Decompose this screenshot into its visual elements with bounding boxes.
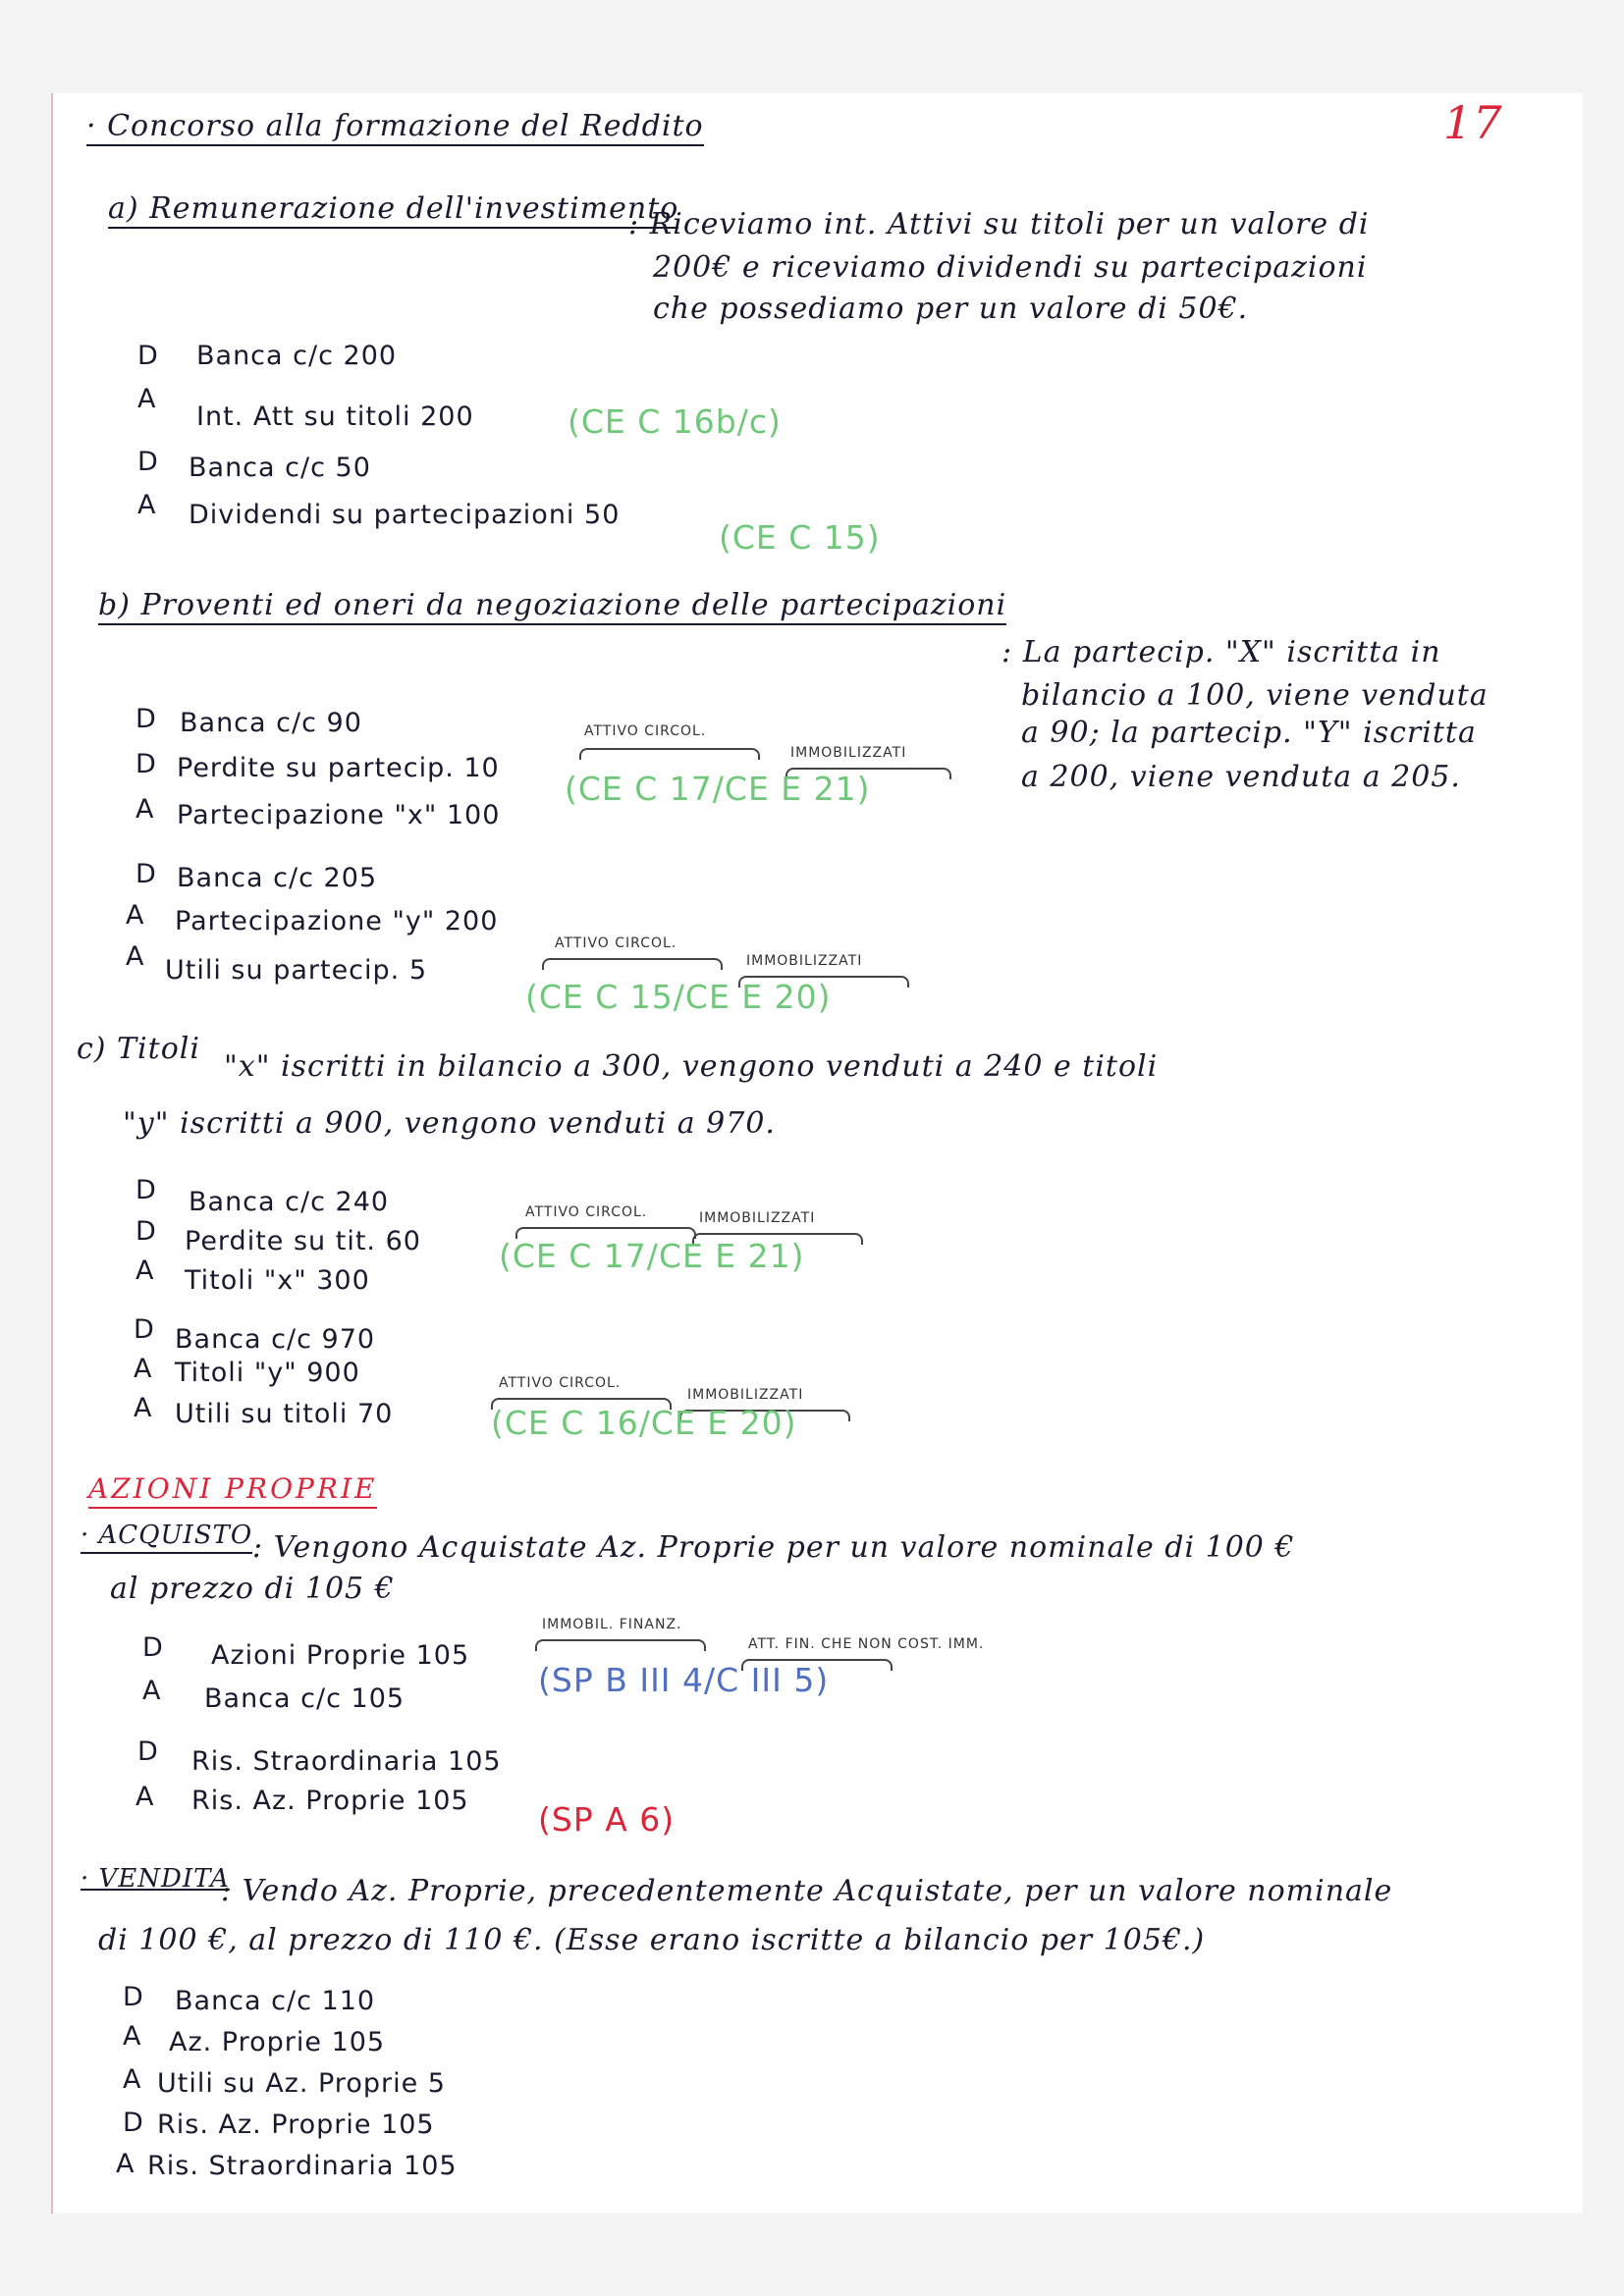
- section-b-desc-2: bilancio a 100, viene venduta: [1021, 678, 1489, 713]
- acquisto-label: · ACQUISTO: [81, 1522, 252, 1554]
- entry-side: D: [137, 447, 159, 477]
- entry-side: D: [137, 1736, 159, 1767]
- section-a-desc-3: che possediamo per un valore di 50€.: [653, 292, 1249, 326]
- entry-text: Ris. Az. Proprie 105: [191, 1786, 469, 1816]
- entry-text: Titoli "x" 300: [185, 1265, 370, 1296]
- acquisto-desc-2: al prezzo di 105 €: [110, 1572, 395, 1606]
- entry-side: D: [135, 1175, 157, 1205]
- note-immobilizzati: IMMOBILIZZATI: [699, 1210, 816, 1226]
- entry-text: Ris. Straordinaria 105: [147, 2151, 458, 2181]
- entry-text: Az. Proprie 105: [169, 2027, 386, 2057]
- account-tag: (CE C 16b/c): [568, 402, 782, 441]
- note-attivo-circolante: ATTIVO CIRCOL.: [555, 935, 677, 951]
- account-tag: (CE C 15): [719, 518, 881, 557]
- note-immobilizzati: IMMOBILIZZATI: [790, 745, 907, 761]
- section-b-desc-1: : La partecip. "X" iscritta in: [1001, 635, 1441, 669]
- account-tag: (SP B III 4/C III 5): [538, 1661, 830, 1699]
- note-attivo-circolante: ATTIVO CIRCOL.: [584, 723, 707, 739]
- account-tag: (CE C 16/CE E 20): [491, 1404, 797, 1442]
- note-immobilizzati: IMMOBILIZZATI: [746, 953, 863, 969]
- entry-side: A: [116, 2149, 135, 2179]
- entry-side: A: [123, 2021, 142, 2052]
- entry-side: A: [126, 900, 145, 931]
- entry-text: Ris. Az. Proprie 105: [157, 2109, 435, 2140]
- entry-text: Perdite su tit. 60: [185, 1226, 421, 1256]
- entry-side: D: [134, 1314, 155, 1345]
- entry-side: D: [135, 749, 157, 779]
- entry-text: Banca c/c 205: [177, 863, 378, 893]
- entry-text: Partecipazione "x" 100: [177, 800, 501, 830]
- acquisto-desc-1: : Vengono Acquistate Az. Proprie per un valore nominale di 100 €: [252, 1530, 1295, 1565]
- entry-text: Int. Att su titoli 200: [196, 401, 474, 432]
- entry-side: A: [135, 1782, 155, 1812]
- entry-text: Utili su Az. Proprie 5: [157, 2068, 446, 2099]
- entry-text: Utili su partecip. 5: [165, 955, 428, 986]
- section-a-desc-2: 200€ e riceviamo dividendi su partecipazioni: [653, 250, 1368, 285]
- note-attivo-circolante: ATTIVO CIRCOL.: [499, 1375, 622, 1391]
- entry-side: A: [134, 1393, 153, 1423]
- vendita-label: · VENDITA: [81, 1864, 230, 1894]
- entry-side: D: [123, 2108, 144, 2138]
- margin-line: [51, 93, 53, 2214]
- entry-side: A: [137, 490, 157, 520]
- account-tag: (SP A 6): [538, 1800, 676, 1839]
- entry-text: Azioni Proprie 105: [211, 1640, 470, 1671]
- entry-side: D: [123, 1982, 144, 2012]
- entry-side: A: [137, 384, 157, 414]
- entry-text: Dividendi su partecipazioni 50: [189, 500, 621, 530]
- account-tag: (CE C 17/CE E 21): [499, 1237, 805, 1275]
- entry-text: Titoli "y" 900: [175, 1358, 360, 1388]
- section-a-label: a) Remunerazione dell'investimento: [108, 192, 678, 229]
- entry-text: Banca c/c 90: [180, 708, 362, 738]
- section-c-desc-1: "x" iscritti in bilancio a 300, vengono venduti a 240 e titoli: [224, 1049, 1159, 1084]
- entry-side: A: [142, 1676, 162, 1706]
- note-immobil-finanz: IMMOBIL. FINANZ.: [542, 1617, 682, 1632]
- entry-side: D: [142, 1632, 164, 1663]
- entry-text: Banca c/c 200: [196, 341, 398, 371]
- page-number: 17: [1443, 96, 1503, 149]
- entry-side: D: [137, 341, 159, 371]
- section-c-desc-2: "y" iscritti a 900, vengono venduti a 970.: [123, 1106, 776, 1141]
- entry-side: D: [135, 1216, 157, 1247]
- entry-side: A: [134, 1354, 153, 1384]
- entry-text: Banca c/c 970: [175, 1324, 376, 1355]
- note-att-fin: ATT. FIN. CHE NON COST. IMM.: [748, 1636, 985, 1652]
- entry-side: A: [135, 1255, 155, 1286]
- section-b-desc-3: a 90; la partecip. "Y" iscritta: [1021, 716, 1477, 750]
- azioni-proprie-title: AZIONI PROPRIE: [88, 1474, 377, 1509]
- entry-text: Banca c/c 105: [204, 1683, 406, 1714]
- entry-side: A: [123, 2064, 142, 2095]
- section-c-label: c) Titoli: [77, 1032, 200, 1066]
- entry-text: Utili su titoli 70: [175, 1399, 394, 1429]
- entry-side: D: [135, 859, 157, 889]
- section-b-desc-4: a 200, viene venduta a 205.: [1021, 760, 1461, 794]
- section-a-desc-1: : Riceviamo int. Attivi su titoli per un valore di: [628, 207, 1370, 241]
- entry-text: Partecipazione "y" 200: [175, 906, 499, 936]
- entry-text: Banca c/c 50: [189, 453, 371, 483]
- note-immobilizzati: IMMOBILIZZATI: [687, 1387, 804, 1403]
- note-attivo-circolante: ATTIVO CIRCOL.: [525, 1204, 648, 1220]
- account-tag: (CE C 17/CE E 21): [565, 770, 871, 808]
- entry-text: Perdite su partecip. 10: [177, 753, 500, 783]
- entry-side: D: [135, 704, 157, 734]
- entry-text: Banca c/c 110: [175, 1986, 376, 2016]
- vendita-desc-1: : Vendo Az. Proprie, precedentemente Acquistate, per un valore nominale: [221, 1874, 1393, 1908]
- entry-side: A: [126, 941, 145, 972]
- entry-text: Ris. Straordinaria 105: [191, 1746, 502, 1777]
- vendita-desc-2: di 100 €, al prezzo di 110 €. (Esse erano iscritte a bilancio per 105€.): [98, 1923, 1206, 1957]
- entry-text: Banca c/c 240: [189, 1187, 390, 1217]
- account-tag: (CE C 15/CE E 20): [525, 978, 832, 1016]
- section-b-label: b) Proventi ed oneri da negoziazione delle partecipazioni: [98, 589, 1006, 625]
- entry-side: A: [135, 794, 155, 825]
- section-heading: · Concorso alla formazione del Reddito: [86, 110, 704, 146]
